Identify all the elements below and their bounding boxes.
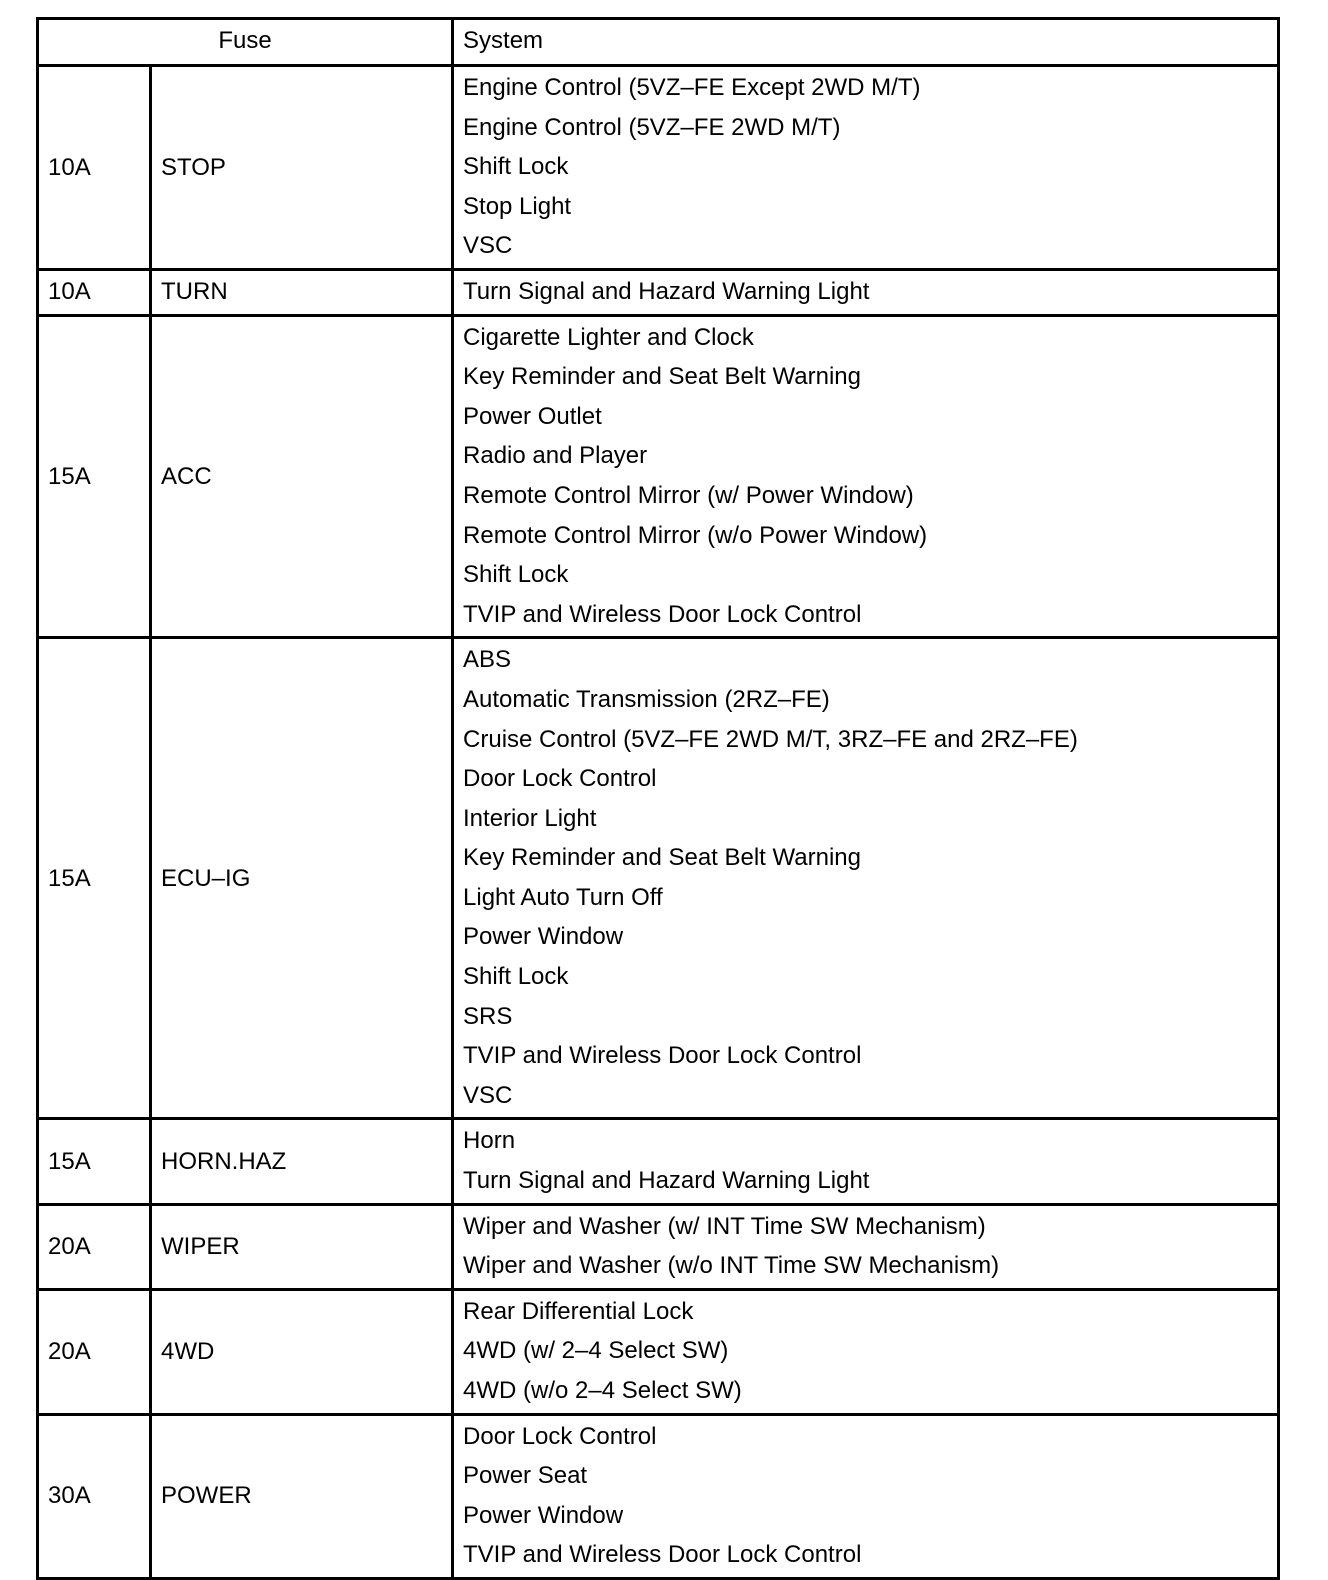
system-item: SRS [463,1002,513,1030]
fuse-amperage: 30A [38,1414,151,1578]
system-item: Door Lock Control [463,765,657,793]
fuse-name: POWER [151,1414,453,1578]
system-item: Light Auto Turn Off [463,883,663,911]
system-item: VSC [463,1081,513,1109]
system-item: Engine Control (5VZ–FE 2WD M/T) [463,113,841,141]
table-row [38,1289,1279,1414]
table-row [38,1414,1279,1578]
fuse-name: TURN [151,269,453,315]
table-row [38,638,1279,1119]
system-item: Turn Signal and Hazard Warning Light [463,277,870,305]
system-item: Wiper and Washer (w/o INT Time SW Mechanism) [463,1252,1000,1280]
fuse-amperage: 20A [38,1289,151,1414]
system-item: VSC [463,232,513,260]
system-list [453,1414,1279,1578]
table-row [38,66,1279,270]
system-item: Shift Lock [463,561,569,589]
system-item: ABS [463,646,512,674]
fuse-name: WIPER [151,1204,453,1289]
system-list [453,1119,1279,1204]
fuse-name: ECU–IG [151,638,453,1119]
system-item: Horn [463,1127,516,1155]
system-item: Engine Control (5VZ–FE Except 2WD M/T) [463,74,921,101]
system-item: Key Reminder and Seat Belt Warning [463,363,861,391]
system-item: Rear Differential Lock [463,1297,694,1325]
table-row [38,269,1279,315]
system-item: Remote Control Mirror (w/ Power Window) [463,481,914,509]
fuse-name: ACC [151,315,453,638]
system-item: Wiper and Washer (w/ INT Time SW Mechanism) [463,1212,986,1240]
system-list [453,315,1279,638]
system-list [453,638,1279,1119]
table-body [38,66,1279,1579]
fuse-table [36,17,1280,1580]
system-item: TVIP and Wireless Door Lock Control [463,600,862,628]
system-item: 4WD (w/ 2–4 Select SW) [463,1337,729,1365]
system-list [453,1289,1279,1414]
system-item: Remote Control Mirror (w/o Power Window) [463,521,928,549]
system-item: Power Window [463,1501,624,1529]
system-item: Stop Light [463,192,572,220]
header-row [38,19,1279,66]
fuse-amperage: 10A [38,66,151,270]
system-list [453,66,1279,270]
system-item: Automatic Transmission (2RZ–FE) [463,685,830,713]
system-item: Door Lock Control [463,1422,657,1450]
table-row [38,1204,1279,1289]
fuse-amperage: 15A [38,638,151,1119]
fuse-amperage: 15A [38,1119,151,1204]
system-item: 4WD (w/o 2–4 Select SW) [463,1377,742,1404]
system-item: Turn Signal and Hazard Warning Light [463,1167,870,1195]
system-item: Power Outlet [463,402,602,430]
system-item: TVIP and Wireless Door Lock Control [463,1042,862,1070]
system-item: Power Window [463,923,624,951]
system-item: TVIP and Wireless Door Lock Control [463,1541,862,1569]
fuse-name: STOP [151,66,453,270]
system-column-header: System [453,19,1279,66]
system-item: Radio and Player [463,442,648,470]
fuse-amperage: 15A [38,315,151,638]
fuse-amperage: 10A [38,269,151,315]
table-row [38,1119,1279,1204]
fuse-amperage: 20A [38,1204,151,1289]
system-item: Key Reminder and Seat Belt Warning [463,844,861,872]
system-item: Interior Light [463,804,597,832]
system-item: Shift Lock [463,963,569,991]
system-item: Cruise Control (5VZ–FE 2WD M/T, 3RZ–FE and 2RZ–FE) [463,725,1078,753]
system-item: Shift Lock [463,153,569,181]
system-list [453,269,1279,315]
system-list [453,1204,1279,1289]
table-row [38,315,1279,638]
fuse-name: 4WD [151,1289,453,1414]
system-item: Power Seat [463,1462,588,1490]
system-item: Cigarette Lighter and Clock [463,323,754,351]
fuse-column-header: Fuse [38,19,453,66]
table-header [38,19,1279,66]
fuse-name: HORN.HAZ [151,1119,453,1204]
